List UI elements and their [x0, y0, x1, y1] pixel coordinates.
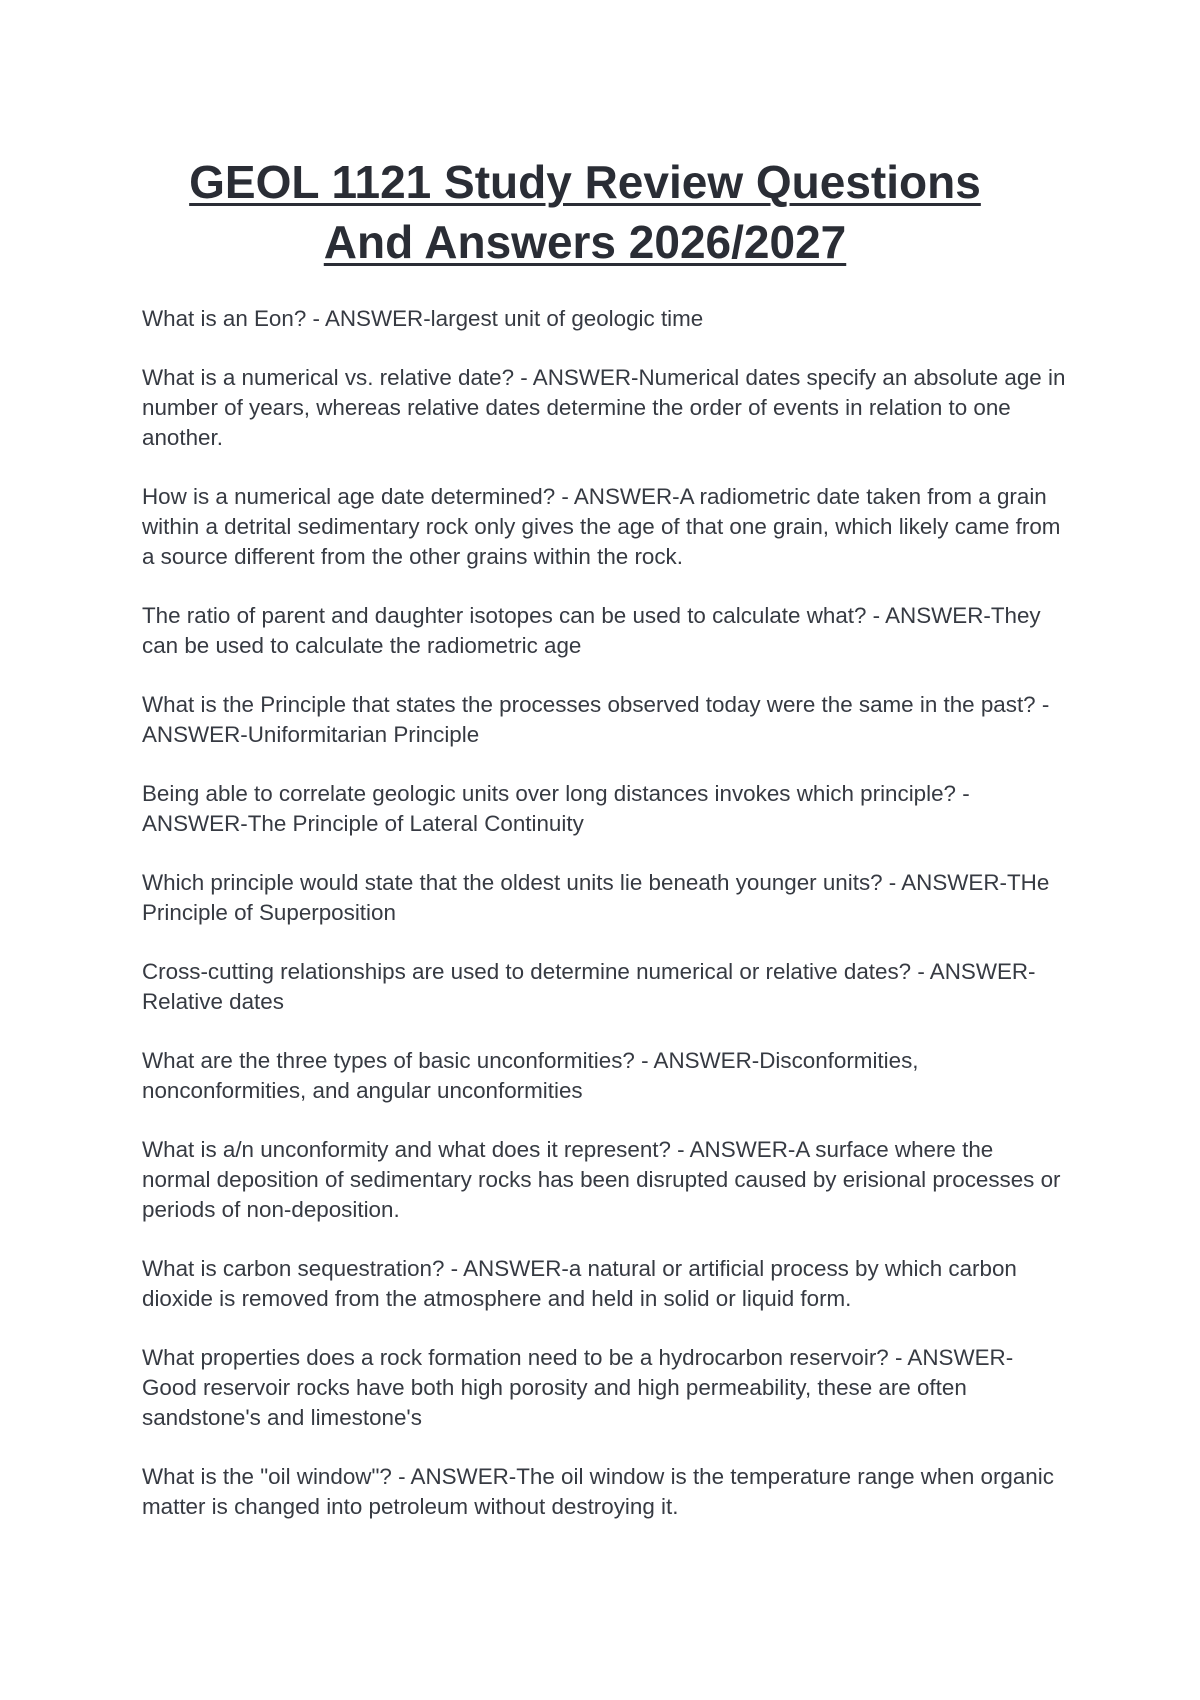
- qa-text: The ratio of parent and daughter isotopes can be used to calculate what? - ANSWER-They can be used to calculate the radiometric age: [142, 603, 1041, 658]
- qa-item: [142, 868, 1067, 928]
- qa-item: [142, 1135, 1067, 1225]
- page-title: [150, 152, 1020, 272]
- qa-text: What is a numerical vs. relative date? - ANSWER-Numerical dates specify an absolute age in number of years, whereas relative dates determine the order of events in relation to one another.: [142, 365, 1066, 450]
- qa-item: [142, 482, 1067, 572]
- qa-text: Cross-cutting relationships are used to determine numerical or relative dates? - ANSWER-Relative dates: [142, 959, 1036, 1014]
- qa-text: Being able to correlate geologic units over long distances invokes which principle? - ANSWER-The Principle of Lateral Continuity: [142, 781, 970, 836]
- title-line-2: And Answers 2026/2027: [323, 216, 847, 268]
- qa-text: What is an Eon? - ANSWER-largest unit of geologic time: [142, 306, 704, 331]
- qa-text: Which principle would state that the oldest units lie beneath younger units? - ANSWER-THe Principle of Superposition: [142, 870, 1050, 925]
- qa-item: [142, 601, 1067, 661]
- qa-text: What is a/n unconformity and what does it represent? - ANSWER-A surface where the normal deposition of sedimentary rocks has been disrupted caused by erisional processes or periods of non-deposition.: [142, 1137, 1061, 1222]
- qa-text: What is carbon sequestration? - ANSWER-a natural or artificial process by which carbon dioxide is removed from the atmosphere and held in solid or liquid form.: [142, 1256, 1017, 1311]
- title-line-1: GEOL 1121 Study Review Questions: [189, 156, 981, 208]
- qa-list: [142, 304, 1067, 1551]
- qa-text: What is the "oil window"? - ANSWER-The oil window is the temperature range when organic matter is changed into petroleum without destroying it.: [142, 1464, 1054, 1519]
- qa-item: [142, 363, 1067, 453]
- qa-item: [142, 304, 1067, 334]
- qa-item: [142, 1046, 1067, 1106]
- qa-item: [142, 1254, 1067, 1314]
- qa-item: [142, 690, 1067, 750]
- qa-text: How is a numerical age date determined? - ANSWER-A radiometric date taken from a grain within a detrital sedimentary rock only gives the age of that one grain, which likely came from a source different from the other grains within the rock.: [142, 484, 1061, 569]
- qa-item: [142, 779, 1067, 839]
- qa-text: What is the Principle that states the processes observed today were the same in the past? - ANSWER-Uniformitarian Principle: [142, 692, 1050, 747]
- qa-item: [142, 957, 1067, 1017]
- qa-text: What properties does a rock formation need to be a hydrocarbon reservoir? - ANSWER-Good reservoir rocks have both high porosity and high permeability, these are often sandstone's and limestone's: [142, 1345, 1014, 1430]
- qa-item: [142, 1343, 1067, 1433]
- qa-item: [142, 1462, 1067, 1522]
- qa-text: What are the three types of basic unconformities? - ANSWER-Disconformities, nonconformities, and angular unconformities: [142, 1048, 919, 1103]
